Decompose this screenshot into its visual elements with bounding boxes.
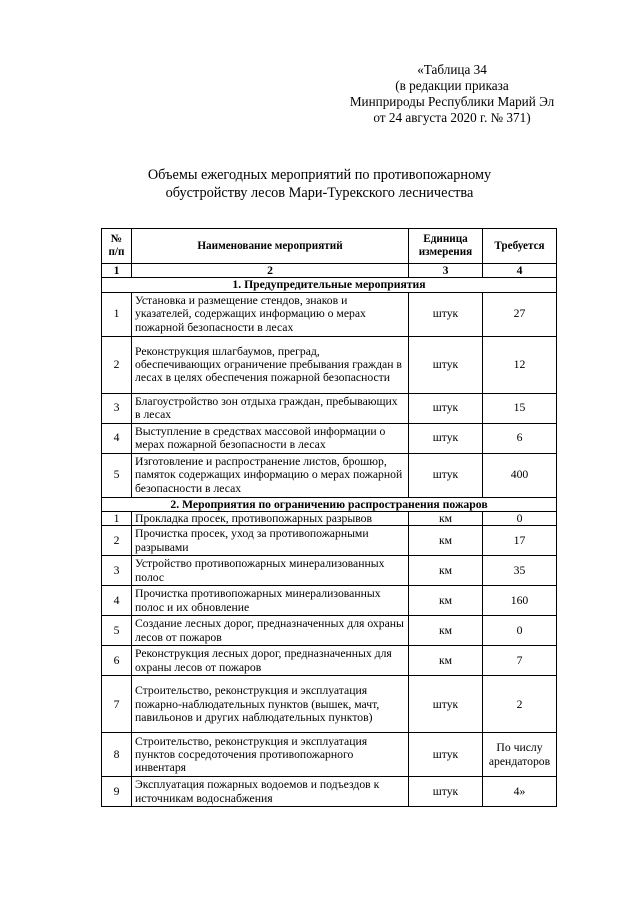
table-row	[102, 511, 557, 525]
section-header-row	[102, 497, 557, 511]
measure-name: Прочистка просек, уход за противопожарными разрывами	[132, 526, 409, 556]
row-number: 8	[102, 733, 132, 777]
row-number: 7	[102, 676, 132, 733]
header-line-1: «Таблица 34	[417, 62, 487, 77]
measure-required: 15	[483, 393, 557, 423]
row-number: 2	[102, 336, 132, 393]
measure-name: Реконструкция лесных дорог, предназначенных для охраны лесов от пожаров	[132, 646, 409, 676]
measure-required: 35	[483, 556, 557, 586]
header-name: Наименование мероприятий	[132, 229, 409, 264]
row-number: 5	[102, 616, 132, 646]
table-row	[102, 733, 557, 777]
measure-required: 2	[483, 676, 557, 733]
measure-unit: штук	[409, 676, 483, 733]
section-title: 1. Предупредительные мероприятия	[102, 278, 557, 292]
column-index: 1	[102, 264, 132, 278]
section-header-row	[102, 278, 557, 292]
measure-required: 0	[483, 511, 557, 525]
header-num: № п/п	[102, 229, 132, 264]
table-row	[102, 646, 557, 676]
header-line-4: от 24 августа 2020 г. № 371)	[373, 110, 531, 125]
table-body	[102, 264, 557, 807]
table-row	[102, 676, 557, 733]
header-line-2: (в редакции приказа	[395, 78, 509, 93]
measure-required: 400	[483, 453, 557, 497]
measure-name: Прочистка противопожарных минерализованных полос и их обновление	[132, 586, 409, 616]
measure-name: Устройство противопожарных минерализованных полос	[132, 556, 409, 586]
column-index: 4	[483, 264, 557, 278]
title-line-2: обустройству лесов Мари-Турекского лесничества	[165, 185, 474, 201]
measure-unit: штук	[409, 453, 483, 497]
row-number: 1	[102, 511, 132, 525]
measure-name: Эксплуатация пожарных водоемов и подъездов к источникам водоснабжения	[132, 777, 409, 807]
measure-name: Установка и размещение стендов, знаков и указателей, содержащих информацию о мерах пожарной безопасности в лесах	[132, 292, 409, 336]
title-line-1: Объемы ежегодных мероприятий по противопожарному	[147, 167, 492, 183]
table-row	[102, 423, 557, 453]
table-reference-header	[327, 62, 577, 126]
header-unit: Единица измерения	[409, 229, 483, 264]
table-row	[102, 393, 557, 423]
measure-required: 7	[483, 646, 557, 676]
row-number: 3	[102, 556, 132, 586]
table-row	[102, 616, 557, 646]
table-row	[102, 453, 557, 497]
measure-unit: штук	[409, 292, 483, 336]
table-row	[102, 292, 557, 336]
measure-required: 0	[483, 616, 557, 646]
measure-required: 4»	[483, 777, 557, 807]
measure-name: Изготовление и распространение листов, брошюр, памяток содержащих информацию о мерах пожарной безопасности в лесах	[132, 453, 409, 497]
measure-required: По числу арендаторов	[483, 733, 557, 777]
row-number: 4	[102, 423, 132, 453]
table-row	[102, 556, 557, 586]
measure-name: Создание лесных дорог, предназначенных для охраны лесов от пожаров	[132, 616, 409, 646]
measure-name: Строительство, реконструкция и эксплуатация пожарно-наблюдательных пунктов (вышек, мачт, павильонов и других наблюдательных пунктов)	[132, 676, 409, 733]
header-required: Требуется	[483, 229, 557, 264]
measure-required: 160	[483, 586, 557, 616]
measure-unit: штук	[409, 777, 483, 807]
measure-unit: км	[409, 646, 483, 676]
measure-name: Выступление в средствах массовой информации о мерах пожарной безопасности в лесах	[132, 423, 409, 453]
measure-required: 17	[483, 526, 557, 556]
measure-name: Прокладка просек, противопожарных разрывов	[132, 511, 409, 525]
measure-name: Реконструкция шлагбаумов, преград, обеспечивающих ограничение пребывания граждан в лесах в целях обеспечения пожарной безопасности	[132, 336, 409, 393]
table-row	[102, 336, 557, 393]
row-number: 1	[102, 292, 132, 336]
measure-name: Благоустройство зон отдыха граждан, пребывающих в лесах	[132, 393, 409, 423]
header-line-3: Минприроды Республики Марий Эл	[349, 94, 555, 109]
measure-unit: км	[409, 556, 483, 586]
row-number: 6	[102, 646, 132, 676]
table-row	[102, 526, 557, 556]
section-title: 2. Мероприятия по ограничению распространения пожаров	[102, 497, 557, 511]
measure-unit: штук	[409, 393, 483, 423]
measure-required: 27	[483, 292, 557, 336]
table-row	[102, 777, 557, 807]
measure-name: Строительство, реконструкция и эксплуатация пунктов сосредоточения противопожарного инвентаря	[132, 733, 409, 777]
measure-required: 12	[483, 336, 557, 393]
measure-unit: штук	[409, 336, 483, 393]
measure-unit: штук	[409, 423, 483, 453]
row-number: 2	[102, 526, 132, 556]
table-row	[102, 586, 557, 616]
row-number: 3	[102, 393, 132, 423]
measure-unit: км	[409, 511, 483, 525]
table-header-row	[102, 229, 557, 264]
document-title	[100, 166, 539, 202]
measure-required: 6	[483, 423, 557, 453]
column-index-row	[102, 264, 557, 278]
column-index: 3	[409, 264, 483, 278]
measure-unit: км	[409, 526, 483, 556]
row-number: 9	[102, 777, 132, 807]
row-number: 5	[102, 453, 132, 497]
measure-unit: км	[409, 616, 483, 646]
measure-unit: км	[409, 586, 483, 616]
row-number: 4	[102, 586, 132, 616]
measures-table	[101, 228, 557, 807]
column-index: 2	[132, 264, 409, 278]
measure-unit: штук	[409, 733, 483, 777]
